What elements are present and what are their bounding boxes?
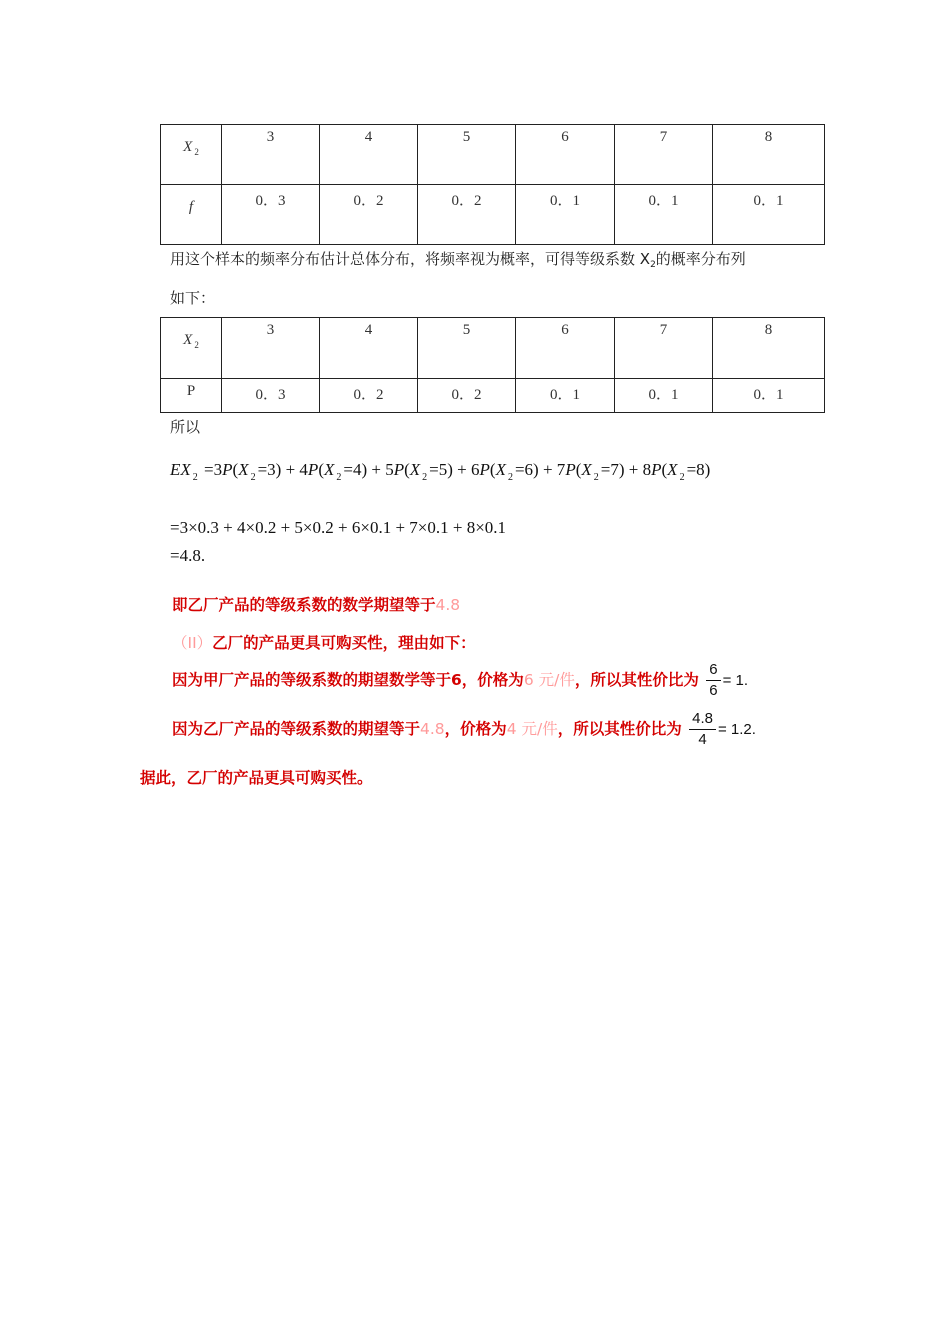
table-cell: 0．1: [615, 379, 713, 413]
paragraph-estimate: 用这个样本的频率分布估计总体分布，将频率视为概率，可得等级系数 $X_2$的概率分布列: [170, 250, 746, 270]
formula-term: + 8P(X $_2$ =8): [628, 460, 711, 483]
formula-term: + 6P(X $_2$ =6): [457, 460, 539, 483]
text-therefore: 所以: [170, 418, 201, 436]
table-cell: 0．3: [222, 379, 320, 413]
table-cell: 3: [222, 125, 320, 185]
paragraph-as-follows: 如下：: [170, 289, 216, 307]
table-row: [161, 185, 825, 245]
table-cell: 6: [516, 125, 615, 185]
table-cell: 0．1: [713, 185, 825, 245]
formula-term: =3P(X $_2$ =3): [204, 460, 282, 483]
table-cell: 7: [615, 125, 713, 185]
table-cell: 0．2: [320, 379, 418, 413]
conclusion-line-2: （II）乙厂的产品更具可购买性，理由如下：: [172, 634, 476, 652]
row-header-p: P: [161, 379, 222, 413]
table-cell: 8: [713, 125, 825, 185]
fraction-4.8-over-4: $\frac{4.8}{4}$: [689, 709, 716, 750]
conclusion-line-3: 因为甲厂产品的等级系数的期望数学等于6，价格为6 元/件，所以其性价比为 $\frac{6}{6}$ = 1.: [172, 661, 749, 699]
frequency-table: [160, 124, 825, 245]
table-cell: 0．2: [320, 185, 418, 245]
table-cell: 7: [615, 318, 713, 379]
table-cell: 0．3: [222, 185, 320, 245]
table-cell: 4: [320, 318, 418, 379]
row-header-f: f: [161, 185, 222, 245]
table-cell: 3: [222, 318, 320, 379]
table-cell: 0．2: [418, 185, 516, 245]
table-cell: 0．1: [615, 185, 713, 245]
table-cell: 8: [713, 318, 825, 379]
table-row: [161, 379, 825, 413]
expectation-formula: EX $_2$ =3P(X $_2$ =3) + 4P(X $_2$ =4) + 5P(X $_2$ =5) + 6P(X $_2$ =6) + 7P(X $_2$ =7) + 8P(X $_2$ =8): [170, 460, 711, 483]
table-cell: 0．2: [418, 379, 516, 413]
table-cell: 0．1: [516, 379, 615, 413]
expectation-result: =4.8.: [170, 546, 206, 565]
table-row: [161, 125, 825, 185]
formula-term: + 7P(X $_2$ =7): [542, 460, 625, 483]
table-cell: 5: [418, 318, 516, 379]
conclusion-line-1: 即乙厂产品的等级系数的数学期望等于4.8: [172, 596, 461, 614]
formula-term: + 4P(X $_2$ =4): [285, 460, 368, 483]
table-cell: 5: [418, 125, 516, 185]
table-cell: 0．1: [516, 185, 615, 245]
table-row: [161, 318, 825, 379]
fraction-6-over-6: $\frac{6}{6}$: [706, 660, 720, 701]
expectation-substitution: =3×0.3 + 4×0.2 + 5×0.2 + 6×0.1 + 7×0.1 + 8×0.1: [170, 518, 507, 537]
table-cell: 4: [320, 125, 418, 185]
probability-table: [160, 317, 825, 413]
conclusion-line-4: 因为乙厂产品的等级系数的期望等于4.8，价格为4 元/件，所以其性价比为 $\frac{4.8}{4}$ = 1.2.: [172, 710, 756, 748]
table-cell: 0．1: [713, 379, 825, 413]
row-header-x2: X $_2$: [161, 125, 222, 185]
row-header-x2: X $_2$: [161, 318, 222, 379]
conclusion-line-5: 据此，乙厂的产品更具可购买性。: [140, 769, 373, 787]
table-cell: 6: [516, 318, 615, 379]
formula-term: + 5P(X $_2$ =5): [371, 460, 453, 483]
